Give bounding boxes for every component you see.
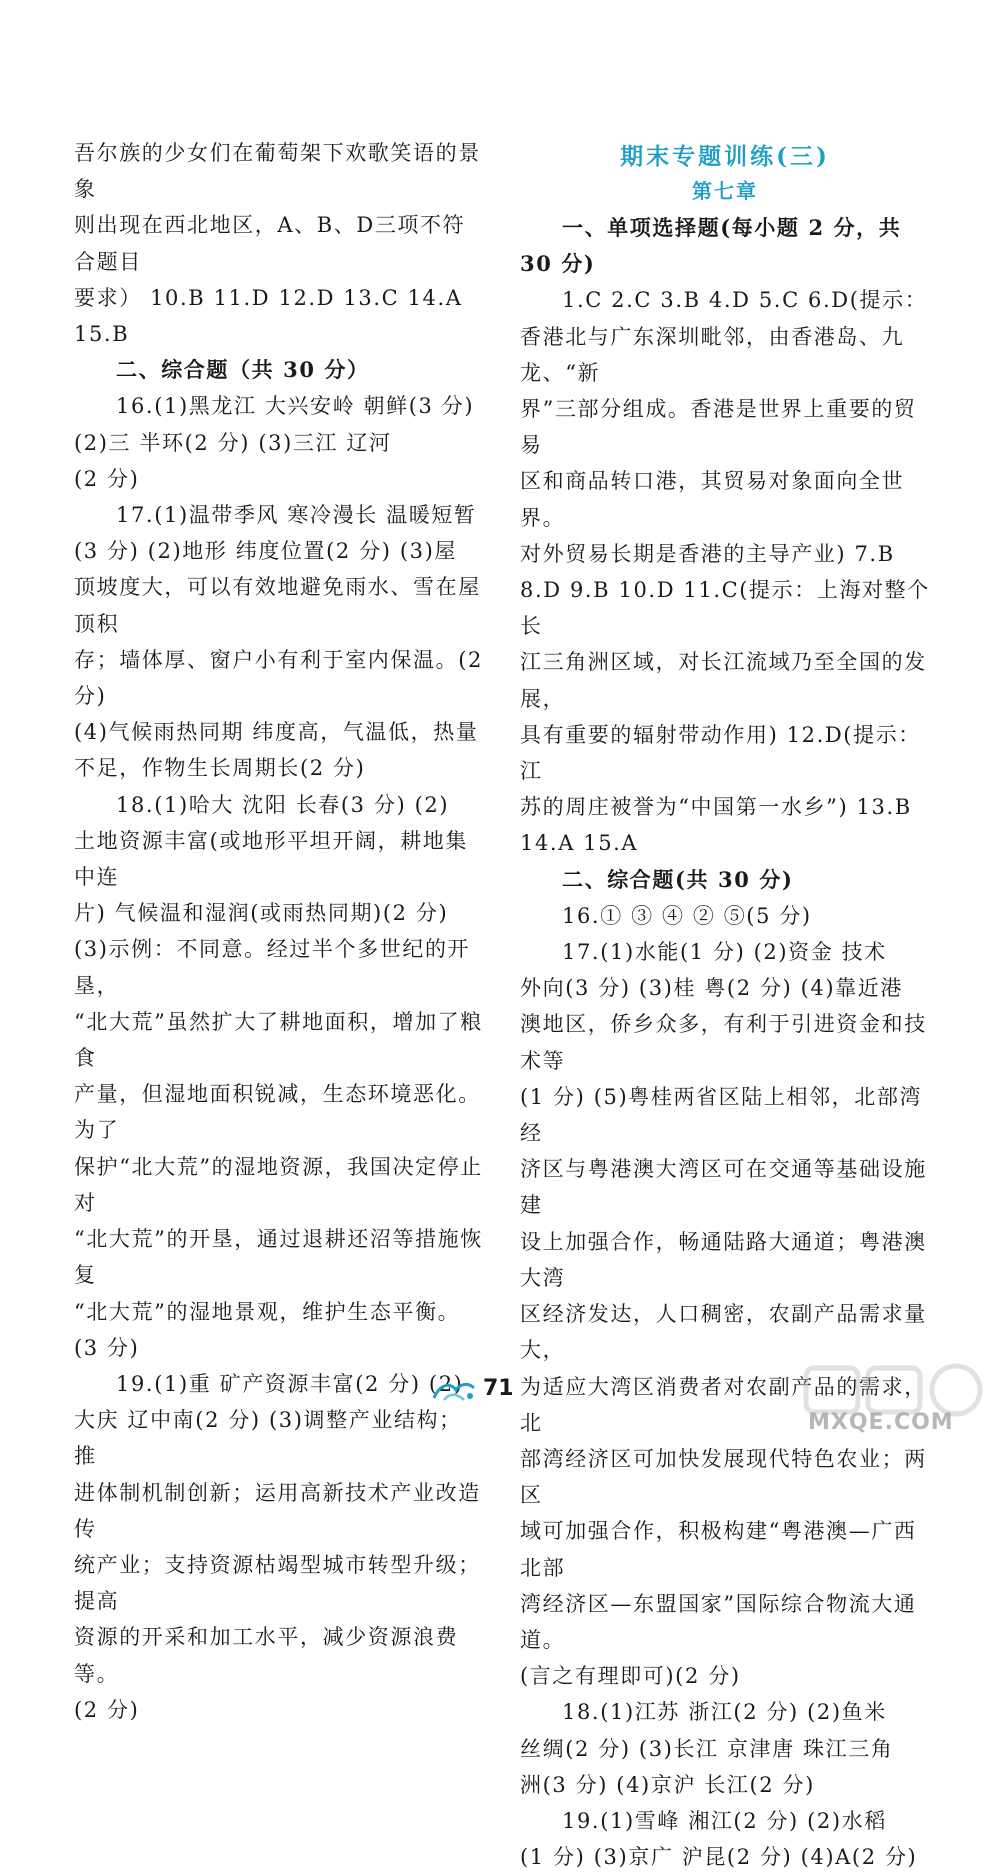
answer-line: (言之有理即可)(2 分) — [520, 1664, 741, 1689]
answer-line: 顶坡度大，可以有效地避免雨水、雪在屋顶积 — [74, 575, 481, 636]
answer-line: 设上加强合作，畅通陆路大通道；粤港澳大湾 — [520, 1229, 927, 1290]
answer-line: 14.A 15.A — [520, 831, 639, 856]
answer-line: (3)示例：不同意。经过半个多世纪的开垦， — [74, 937, 471, 998]
answer-line: 界”三部分组成。香港是世界上重要的贸易 — [520, 397, 917, 458]
answer-line: 1.C 2.C 3.B 4.D 5.C 6.D(提示： — [562, 288, 928, 313]
answer-line: 外向(3 分) (3)桂 粤(2 分) (4)靠近港 — [520, 976, 903, 1001]
answer-line: 产量，但湿地面积锐减，生态环境恶化。为了 — [74, 1082, 481, 1143]
left-line-3: 要求） 10.B 11.D 12.D 13.C 14.A — [74, 285, 463, 310]
answer-line: (2 分) — [74, 1697, 140, 1722]
answer-line: 丝绸(2 分) (3)长江 京津唐 珠江三角 — [520, 1736, 894, 1761]
answer-line: (1 分) (3)京广 沪昆(2 分) (4)A(2 分) — [520, 1845, 918, 1870]
answer-line: 19.(1)雪峰 湘江(2 分) (2)水稻 — [562, 1808, 887, 1833]
answer-line: 区经济发达，人口稠密，农副产品需求量大， — [520, 1302, 927, 1363]
answer-line: 17.(1)水能(1 分) (2)资金 技术 — [562, 940, 887, 965]
answer-line: “北大荒”的湿地景观，维护生态平衡。 — [74, 1299, 461, 1324]
answer-line: 存；墙体厚、窗户小有利于室内保温。(2 分) — [74, 647, 483, 709]
left-answer-block — [74, 388, 484, 1728]
answer-line: 土地资源丰富(或地形平坦开阔，耕地集中连 — [74, 828, 468, 890]
answer-line: 济区与粤港澳大湾区可在交通等基础设施建 — [520, 1157, 927, 1218]
answer-line: 资源的开采和加工水平，减少资源浪费等。 — [74, 1625, 459, 1686]
right-section1-block — [520, 282, 930, 861]
answer-line: 部湾经济区可加快发展现代特色农业；两区 — [520, 1446, 927, 1508]
answer-line: 具有重要的辐射带动作用) 12.D(提示：江 — [520, 722, 921, 784]
answer-line: “北大荒”的开垦，通过退耕还沼等措施恢复 — [74, 1227, 483, 1288]
left-line-1: 吾尔族的少女们在葡萄架下欢歌笑语的景象 — [74, 141, 481, 202]
left-column — [74, 135, 484, 1728]
bird-swirl-icon — [430, 1378, 478, 1406]
answer-line: 16.① ③ ④ ② ⑤(5 分) — [562, 903, 812, 928]
answer-line: 澳地区，侨乡众多，有利于引进资金和技术等 — [520, 1012, 927, 1073]
left-line-2: 则出现在西北地区，A、B、D三项不符合题目 — [74, 213, 466, 274]
answer-line: 湾经济区—东盟国家”国际综合物流大通道。 — [520, 1591, 917, 1652]
answer-line: 片) 气候温和湿润(或雨热同期)(2 分) — [74, 901, 449, 926]
answer-line: (3 分) (2)地形 纬度位置(2 分) (3)屋 — [74, 539, 457, 564]
left-section2-heading: 二、综合题（共 30 分） — [116, 357, 370, 383]
answer-line: (2 分) — [74, 466, 140, 491]
answer-line: 保护“北大荒”的湿地资源，我国决定停止对 — [74, 1154, 483, 1215]
answer-line: (3 分) — [74, 1335, 140, 1360]
answer-line: 大庆 辽中南(2 分) (3)调整产业结构；推 — [74, 1408, 462, 1469]
answer-line: 进体制机制创新；运用高新技术产业改造传 — [74, 1480, 481, 1541]
page-number: 71 — [483, 1376, 514, 1401]
chapter-heading: 第七章 — [692, 179, 758, 203]
answer-line: 对外贸易长期是香港的主导产业) 7.B — [520, 541, 895, 566]
answer-line: 为适应大湾区消费者对农副产品的需求，北 — [520, 1374, 927, 1435]
answer-line: 17.(1)温带季风 寒冷漫长 温暖短暂 — [116, 503, 477, 528]
answer-line: 洲(3 分) (4)京沪 长江(2 分) — [520, 1772, 815, 1797]
answer-line: 不足，作物生长周期长(2 分) — [74, 756, 366, 781]
answer-line: 江三角洲区域，对长江流域乃至全国的发展， — [520, 650, 927, 711]
answer-line: “北大荒”虽然扩大了耕地面积，增加了粮食 — [74, 1009, 483, 1071]
answer-line: 18.(1)江苏 浙江(2 分) (2)鱼米 — [562, 1700, 887, 1725]
answer-line: 统产业；支持资源枯竭型城市转型升级；提高 — [74, 1552, 481, 1614]
answer-line: 19.(1)重 矿产资源丰富(2 分) (2) — [116, 1371, 464, 1396]
exercise-title: 期末专题训练(三) — [620, 143, 830, 170]
right-section1-heading: 一、单项选择题(每小题 2 分，共 30 分) — [520, 215, 902, 277]
right-section2-heading: 二、综合题(共 30 分) — [562, 866, 794, 892]
answer-line: (4)气候雨热同期 纬度高，气温低，热量 — [74, 720, 479, 745]
answer-line: 香港北与广东深圳毗邻，由香港岛、九龙、“新 — [520, 324, 905, 385]
right-column — [520, 140, 930, 1875]
answer-line: 苏的周庄被誉为“中国第一水乡”) 13.B — [520, 795, 912, 820]
answer-line: 18.(1)哈大 沈阳 长春(3 分) (2) — [116, 792, 450, 817]
watermark-url: MXQE.COM — [808, 1410, 954, 1435]
answer-line: 8.D 9.B 10.D 11.C(提示：上海对整个长 — [520, 578, 930, 639]
answer-line: (2)三 半环(2 分) (3)三江 辽河 — [74, 430, 392, 455]
answer-line: (1 分) (5)粤桂两省区陆上相邻，北部湾经 — [520, 1084, 923, 1146]
left-line-4: 15.B — [74, 322, 130, 347]
answer-line: 区和商品转口港，其贸易对象面向全世界。 — [520, 469, 905, 530]
answer-line: 16.(1)黑龙江 大兴安岭 朝鲜(3 分) — [116, 394, 475, 419]
answer-line: 域可加强合作，积极构建“粤港澳—广西北部 — [520, 1519, 917, 1580]
